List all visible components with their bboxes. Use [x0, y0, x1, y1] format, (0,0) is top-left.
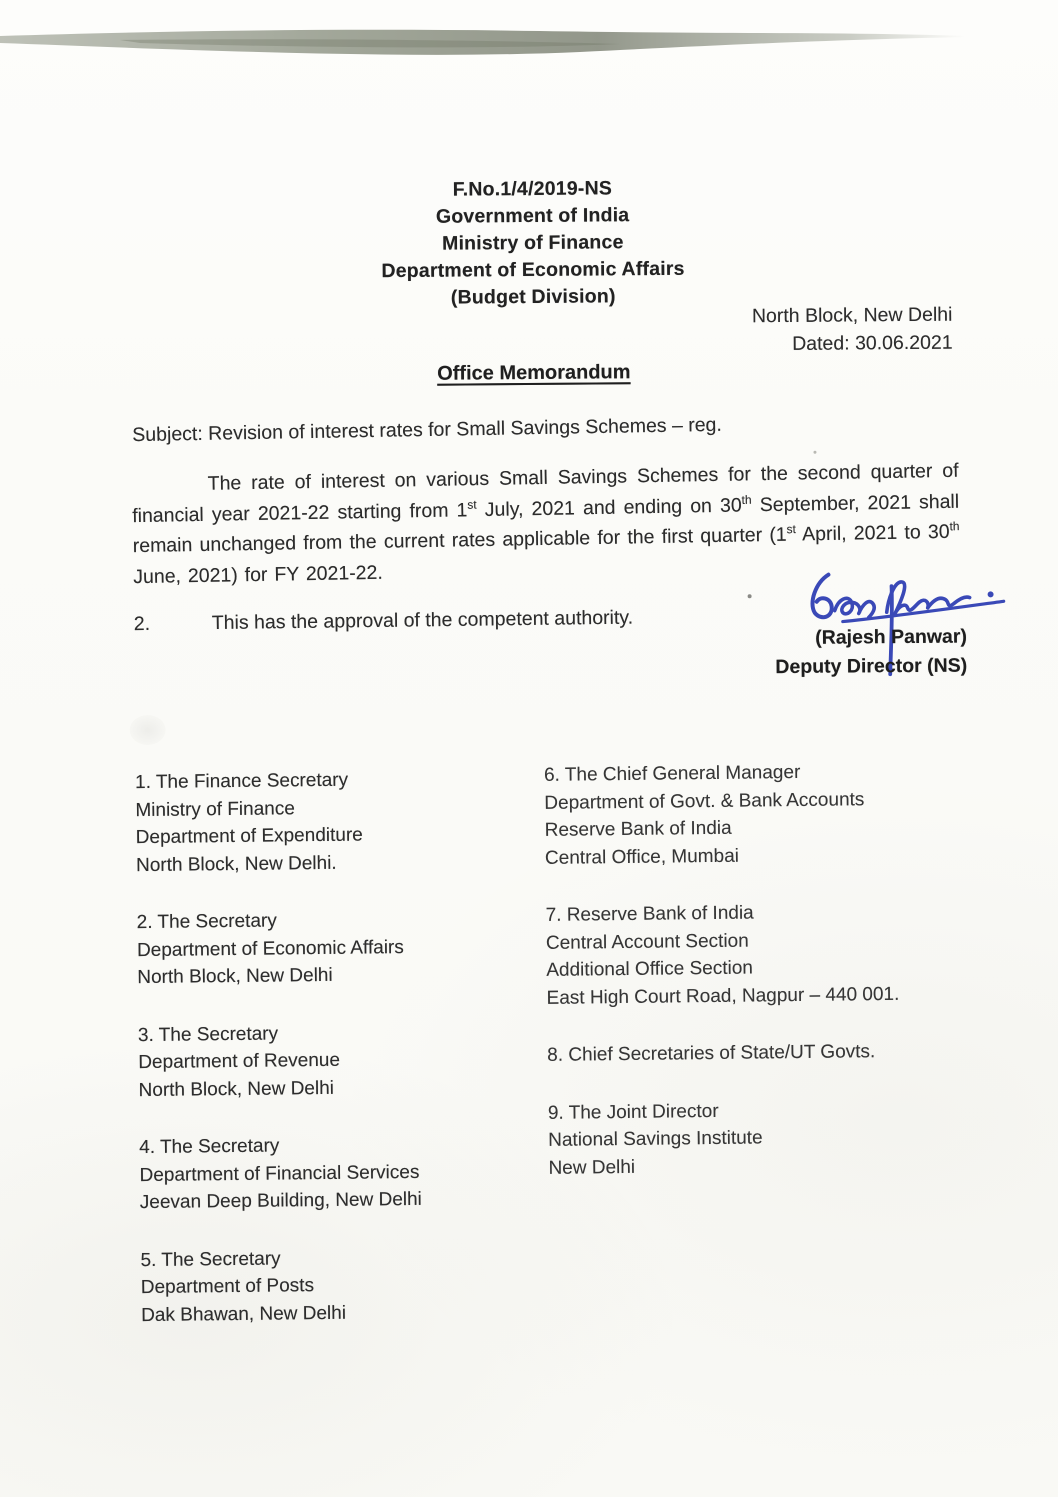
addressee-entry-7 [545, 898, 899, 1012]
addressee-line: Department of Govt. & Bank Accounts [544, 788, 865, 814]
superscript-st: st [786, 522, 797, 537]
scan-smudge [130, 715, 166, 745]
addressee-line: North Block, New Delhi [138, 1077, 335, 1101]
addressee-line: 4. The Secretary [139, 1135, 280, 1159]
addressee-line: Department of Economic Affairs [136, 936, 404, 961]
addressee-entry-3 [138, 1018, 421, 1104]
addressee-entry-9 [548, 1095, 902, 1181]
addressee-line: Reserve Bank of India [544, 817, 732, 841]
superscript-th: th [949, 519, 960, 534]
addressee-line: 3. The Secretary [137, 1022, 279, 1046]
addressee-line: Department of Expenditure [135, 824, 363, 849]
addressee-line: East High Court Road, Nagpur – 440 001. [546, 983, 900, 1009]
addressee-line: Department of Financial Services [139, 1161, 420, 1186]
para1-text: June, 2021) for FY 2021-22. [133, 561, 384, 588]
addressee-line: Jeevan Deep Building, New Delhi [139, 1188, 422, 1214]
distribution-left-column [135, 766, 424, 1359]
para1-text: September, 2021 shall remain unchanged from the current rates applicable for the first quarter (1 [132, 490, 960, 558]
addressee-entry-6 [544, 758, 898, 872]
file-number: F.No.1/4/2019-NS [452, 177, 613, 201]
signatory-block [775, 623, 967, 683]
addressee-line: North Block, New Delhi. [135, 852, 337, 876]
subject-line: Subject: Revision of interest rates for Small Savings Schemes – reg. [132, 413, 723, 447]
addressee-line: Additional Office Section [546, 957, 754, 981]
body-paragraph-2 [134, 607, 634, 637]
addressee-line: Central Office, Mumbai [544, 845, 740, 869]
distribution-right-column [544, 758, 902, 1212]
ink-speck [748, 594, 752, 598]
addressee-line: Central Account Section [545, 930, 749, 954]
addressee-line: 9. The Joint Director [547, 1100, 719, 1124]
addressee-line: Department of Revenue [138, 1049, 341, 1074]
addressee-entry-4 [139, 1131, 422, 1217]
org-line-government: Government of India [435, 204, 630, 228]
addressee-entry-2 [137, 906, 420, 992]
addressee-entry-1 [135, 766, 418, 879]
addressee-line: North Block, New Delhi [137, 964, 333, 989]
addressee-line: New Delhi [548, 1156, 636, 1179]
addressee-line: Dak Bhawan, New Delhi [141, 1302, 347, 1326]
place-line: North Block, New Delhi [751, 303, 953, 328]
superscript-th: th [741, 492, 752, 507]
body-paragraph-1 [131, 456, 960, 592]
para1-text: July, 2021 and ending on 30 [476, 493, 742, 521]
org-line-department: Department of Economic Affairs [381, 257, 685, 283]
para1-text: The rate of interest on various Small Savings Schemes for the second quarter of financial year 2021-22 starting from 1 [132, 459, 959, 527]
superscript-st: st [467, 497, 477, 512]
addressee-line: 6. The Chief General Manager [543, 761, 801, 786]
addressee-line: 5. The Secretary [140, 1247, 281, 1271]
addressee-line: 8. Chief Secretaries of State/UT Govts. [547, 1041, 876, 1066]
org-line-division: (Budget Division) [450, 285, 616, 309]
addressee-line: National Savings Institute [548, 1127, 763, 1151]
date-line: Dated: 30.06.2021 [792, 331, 953, 355]
para1-text: April, 2021 to 30 [795, 520, 950, 546]
signatory-name: (Rajesh Panwar) [815, 625, 968, 649]
addressee-entry-8 [547, 1038, 900, 1070]
memo-title: Office Memorandum [437, 361, 631, 385]
para2-text: This has the approval of the competent authority. [211, 606, 634, 635]
addressee-line: Ministry of Finance [135, 797, 295, 821]
signatory-title: Deputy Director (NS) [775, 654, 968, 679]
addressee-line: 2. The Secretary [136, 910, 277, 934]
addressee-line: Department of Posts [140, 1275, 315, 1299]
addressee-line: 1. The Finance Secretary [134, 769, 349, 794]
ink-speck [813, 451, 816, 454]
addressee-entry-5 [140, 1243, 423, 1329]
place-date-block [752, 302, 953, 359]
org-line-ministry: Ministry of Finance [441, 231, 624, 255]
paragraph-number: 2. [133, 612, 151, 636]
addressee-line: 7. Reserve Bank of India [545, 902, 754, 926]
letterhead [0, 172, 1056, 315]
